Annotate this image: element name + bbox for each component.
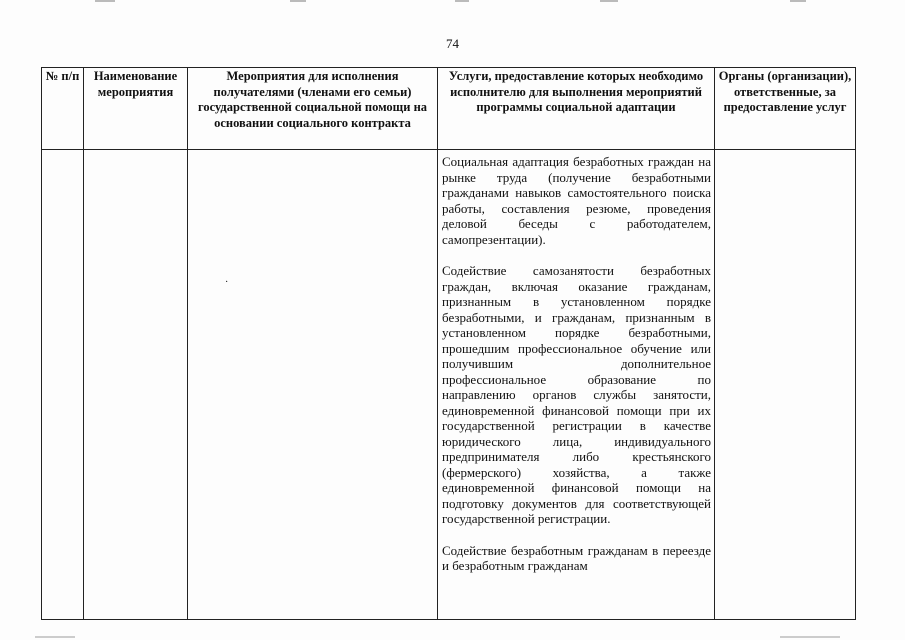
services-paragraph: Социальная адаптация безработных граждан на рынке труда (получение безработными гражданами навыков самостоятельного поиска работы, составления резюме, проведения деловой беседы с работодателем, самопрезентации). — [442, 154, 711, 247]
header-responsible-organs: Органы (организации), ответственные, за предоставление услуг — [715, 68, 856, 150]
table-row — [42, 150, 856, 620]
scan-top-edge — [0, 0, 905, 4]
page-number: 74 — [446, 36, 459, 51]
header-services: Услуги, предоставление которых необходимо исполнителю для выполнения мероприятий программы социальной адаптации — [438, 68, 715, 150]
header-activities: Мероприятия для исполнения получателями (членами его семьи) государственной социальной помощи на основании социального контракта — [188, 68, 438, 150]
header-number: № п/п — [42, 68, 84, 150]
cell-activities — [188, 150, 438, 620]
services-paragraph: Содействие самозанятости безработных граждан, включая оказание гражданам, признанным в установленном порядке безработными, и гражданам, признанным в установленном порядке безработными, прошедшим профессиональное обучение или получившим дополнительное профессиональное образование по направлению органов службы занятости, единовременной финансовой помощи при их государственной регистрации в качестве юридического лица, индивидуального предпринимателя либо крестьянского (фермерского) хозяйства, а также единовременной финансовой помощи на подготовку документов для соответствующей государственной регистрации. — [442, 263, 711, 526]
cell-services — [438, 150, 715, 620]
cell-number — [42, 150, 84, 620]
cell-activity-name — [84, 150, 188, 620]
program-table-container — [41, 67, 855, 618]
program-table — [41, 67, 856, 620]
header-activity-name: Наименование мероприятия — [84, 68, 188, 150]
scan-bottom-edge — [35, 636, 75, 638]
cell-responsible-organs — [715, 150, 856, 620]
services-text — [442, 154, 711, 619]
stray-mark: · — [225, 277, 229, 288]
scan-bottom-edge — [780, 636, 840, 638]
services-paragraph: Содействие безработным гражданам в переезде и безработным гражданам — [442, 542, 711, 573]
table-header-row — [42, 68, 856, 150]
